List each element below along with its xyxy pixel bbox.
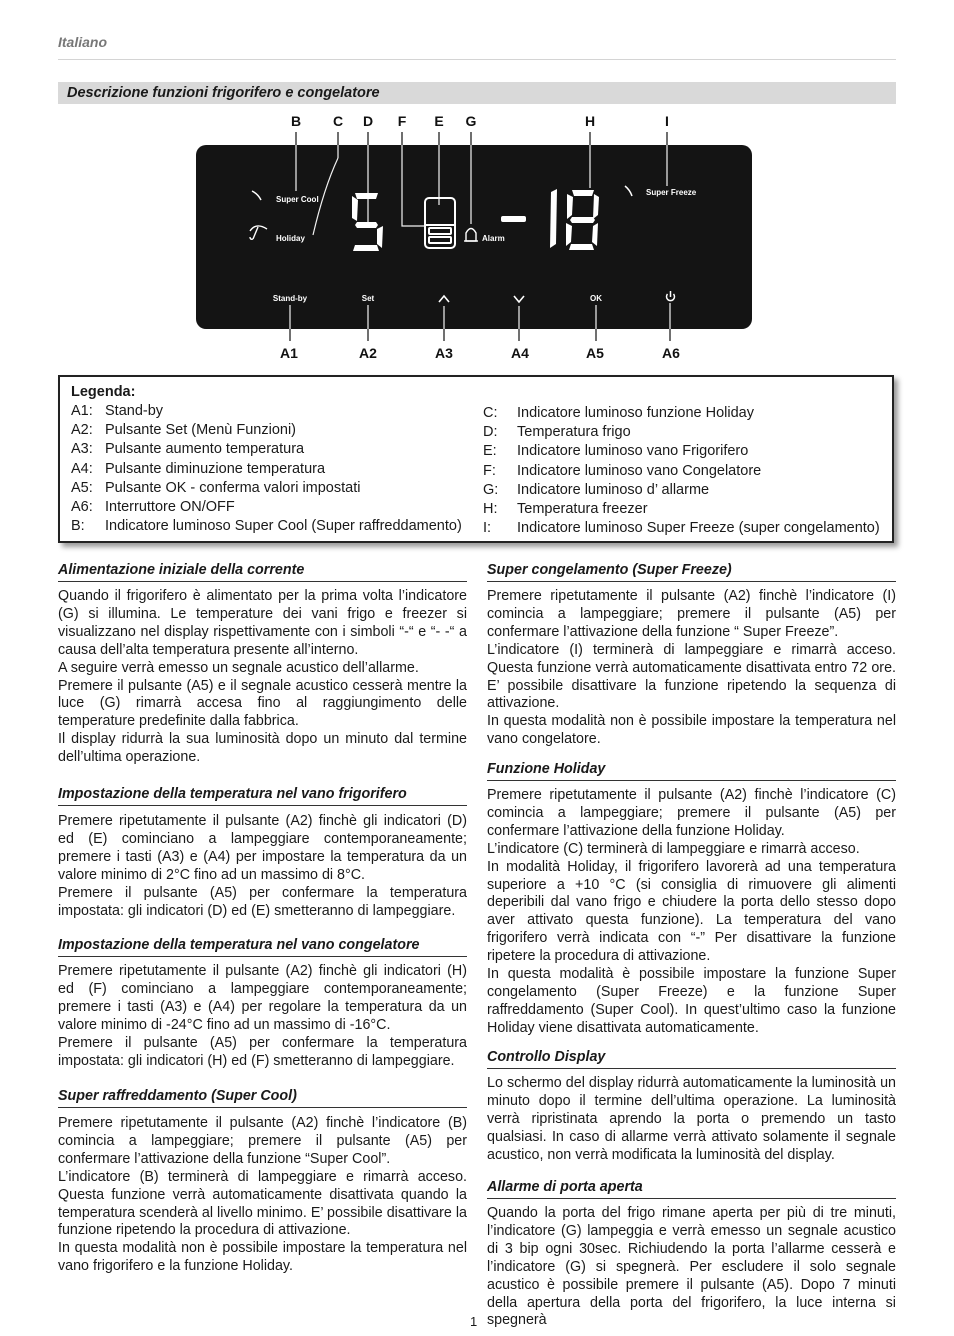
section-heading: Funzione Holiday <box>487 761 896 781</box>
alarm-label: Alarm <box>482 234 505 243</box>
legend-box <box>58 375 894 543</box>
label-B: B <box>290 113 302 129</box>
label-A3: A3 <box>435 345 453 361</box>
control-panel-diagram <box>190 108 760 368</box>
section-title-bar <box>58 82 896 104</box>
label-A5: A5 <box>586 345 604 361</box>
section-body: Premere ripetutamente il pulsante (A2) finchè l’indicatore (I) comincia a lampeggiare; premere il pulsante (A5) per confermare l’attivazione della funzione “ Super Freeze”. L’indicatore (I) terminerà di lampeggiare e rimarrà acceso. Questa funzione verrà automaticamente disattivata entro 72 ore. E’ possibile disattivare la funzione ripetendo la sequenza di attivazione. In questa modalità non è possibile impostare la temperatura nel vano congelatore. <box>487 588 896 748</box>
label-A2: A2 <box>359 345 377 361</box>
legend-item: F: Indicatore luminoso vano Congelatore <box>483 462 762 479</box>
label-G: G <box>465 113 477 129</box>
section-heading: Super raffreddamento (Super Cool) <box>58 1088 467 1108</box>
section-body: Quando il frigorifero è alimentato per la prima volta l’indicatore (G) si illumina. Le temperature dei vani frigo e freezer si visualizzano nel display rispettivamente con i simboli “-“ e “- -“ a causa dell’alta temperatura presente all’interno. A seguire verrà emesso un segnale acustico dell’allarme. Premere il pulsante (A5) e il segnale acustico cesserà mentre la luce (G) rimarrà accesa fino al raggiungimento delle temperature predefinite dalla fabbrica. Il display ridurrà la sua luminosità dopo un minuto dal termine dell’ultima operazione. <box>58 588 467 766</box>
legend-item: G: Indicatore luminoso d’ allarme <box>483 481 710 498</box>
section-heading: Impostazione della temperatura nel vano frigorifero <box>58 786 467 806</box>
section-body: Premere ripetutamente il pulsante (A2) finchè l’indicatore (B) comincia a lampeggiare; premere il pulsante (A5) per confermare l’attivazione della funzione “Super Cool”. L’indicatore (B) terminerà di lampeggiare e rimarrà acceso. Questa funzione verrà automaticamente disattivata quando la temperatura scenderà al livello minimo. E’ possibile disattivare la funzione ripetendo la procedura di attivazione. In questa modalità non è possibile impostare la temperatura nel vano frigorifero e la funzione Holiday. <box>58 1115 467 1275</box>
legend-title: Legenda: <box>71 384 136 400</box>
section-title: Descrizione funzioni frigorifero e congelatore <box>67 85 380 101</box>
section-heading: Alimentazione iniziale della corrente <box>58 562 467 582</box>
header-divider <box>58 59 896 60</box>
legend-item: A1: Stand-by <box>71 403 164 419</box>
label-F: F <box>397 113 407 129</box>
language-label: Italiano <box>58 34 108 50</box>
section-body: Quando la porta del frigo rimane aperta per più di tre minuti, l’indicatore (G) lampeggia e verrà emesso un segnale acustico di 3 bip ogni 30sec. Richiudendo la porta l’allarme cesserà e l’indicatore (G) si spegnerà. Per escludere il solo segnale acustico è possibile premere il pulsante (A5). Dopo 7 minuti della apertura della porta del frigorifero, la luce interna si spegnerà <box>487 1205 896 1329</box>
section-body: Premere ripetutamente il pulsante (A2) finchè l’indicatore (C) comincia a lampeggiare; premere il pulsante (A5) per confermare l’attivazione della funzione Holiday. L’indicatore (C) terminerà di lampeggiare e rimarrà acceso. In modalità Holiday, il frigorifero lavorerà ad una temperatura superiore a +10 °C (si consiglia di rimuovere gli alimenti deperibili dal vano frigo e chiudere la porta dello stesso dopo aver attivato questa funzione). La temperatura del vano frigorifero verrà indicata con “-” Per disattivare la funzione ripetere la procedura di attivazione. In questa modalità è possibile impostare la funzione Super congelamento (Super Freeze) e la funzione Super raffreddamento (Super Cool). In quest’ultimo caso la funzione Holiday viene disattivata automaticamente. <box>487 787 896 1036</box>
label-D: D <box>362 113 374 129</box>
holiday-label: Holiday <box>276 234 305 243</box>
legend-item: D: Temperatura frigo <box>483 424 631 441</box>
set-button[interactable]: Set <box>361 294 375 303</box>
label-A4: A4 <box>511 345 529 361</box>
legend-item: I: Indicatore luminoso Super Freeze (super congelamento) <box>483 520 880 537</box>
label-H: H <box>584 113 596 129</box>
legend-item: A3: Pulsante aumento temperatura <box>71 441 305 458</box>
legend-item: B: Indicatore luminoso Super Cool (Super raffreddamento) <box>71 518 462 535</box>
super-freeze-label: Super Freeze <box>646 188 697 197</box>
ok-button[interactable]: OK <box>590 294 602 303</box>
label-A1: A1 <box>280 345 298 361</box>
label-I: I <box>665 113 669 129</box>
label-C: C <box>332 113 344 129</box>
legend-item: A6: Interruttore ON/OFF <box>71 499 235 516</box>
standby-button[interactable]: Stand-by <box>272 294 308 303</box>
legend-item: H: Temperatura freezer <box>483 501 648 518</box>
section-heading: Impostazione della temperatura nel vano congelatore <box>58 937 467 957</box>
page-number: 1 <box>470 1314 478 1329</box>
legend-item: A5: Pulsante OK - conferma valori impostati <box>71 479 361 496</box>
legend-item: A2: Pulsante Set (Menù Funzioni) <box>71 422 297 439</box>
section-body: Premere ripetutamente il pulsante (A2) finchè gli indicatori (D) ed (E) cominciano a lampeggiare contemporaneamente; premere i tasti (A3) e (A4) per impostare la temperatura da un valore minimo di 2°C fino ad un massimo di 8°C. Premere il pulsante (A5) per confermare la temperatura impostata: gli indicatori (D) ed (E) smetteranno di lampeggiare. <box>58 813 467 919</box>
section-body: Premere ripetutamente il pulsante (A2) finchè gli indicatori (H) ed (F) cominciano a lampeggiare contemporaneamente; premere i tasti (A3) e (A4) per regolare la temperatura da un valore minimo di -24°C fino ad un massimo di -16°C. Premere il pulsante (A5) per confermare la temperatura impostata: gli indicatori (H) ed (F) smetteranno di lampeggiare. <box>58 963 467 1069</box>
section-heading: Controllo Display <box>487 1049 896 1069</box>
super-cool-label: Super Cool <box>276 195 319 204</box>
legend-right-column <box>483 404 880 538</box>
legend-left-column <box>71 402 462 536</box>
legend-item: A4: Pulsante diminuzione temperatura <box>71 460 326 477</box>
label-E: E <box>434 113 444 129</box>
section-heading: Super congelamento (Super Freeze) <box>487 562 896 582</box>
legend-item: E: Indicatore luminoso vano Frigorifero <box>483 443 749 460</box>
section-heading: Allarme di porta aperta <box>487 1179 896 1199</box>
section-body: Lo schermo del display ridurrà automaticamente la luminosità un minuto dopo il termine dell’ultima operazione. La luminosità verrà ripristinata aprendo la porta o premendo un tasto qualsiasi. In caso di allarme verrà attivato solamente il segnale acustico, non verrà modificata la luminosità del display. <box>487 1075 896 1163</box>
legend-item: C: Indicatore luminoso funzione Holiday <box>483 405 754 421</box>
label-A6: A6 <box>662 345 680 361</box>
